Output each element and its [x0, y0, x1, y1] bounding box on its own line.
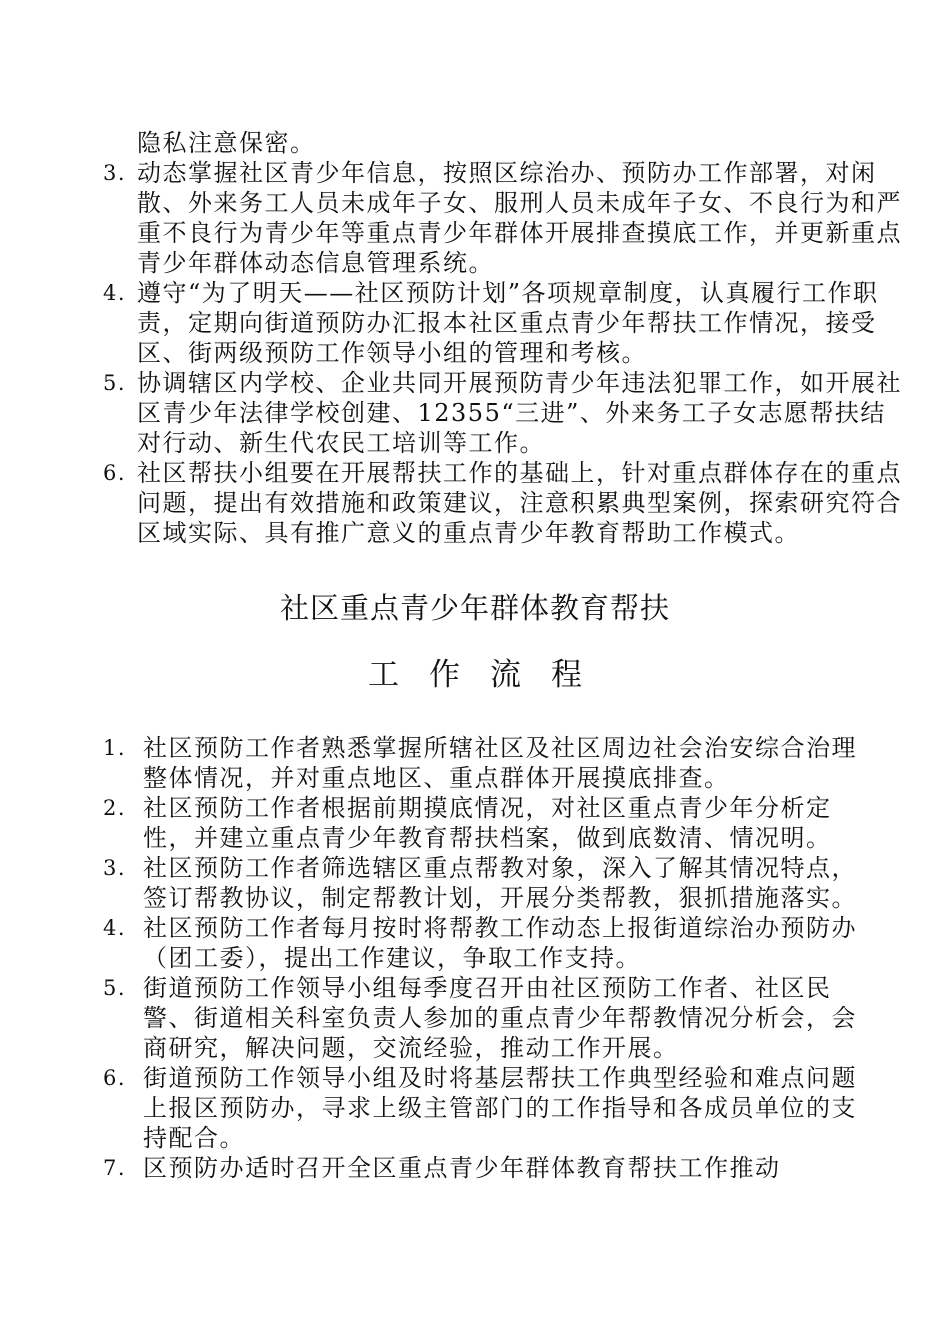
section-subtitle: 工作流程	[368, 657, 612, 693]
list-item	[103, 458, 903, 548]
item-number: 3.	[103, 161, 127, 185]
item-number: 6.	[103, 1066, 127, 1090]
list-item	[103, 973, 863, 1063]
item-number: 5.	[103, 371, 127, 395]
list-item	[103, 1063, 863, 1153]
list-item	[103, 1153, 863, 1183]
list-item	[103, 278, 903, 368]
list-item	[103, 368, 903, 458]
item-text: 社区预防工作者熟悉掌握所辖社区及社区周边社会治安综合治理整体情况，并对重点地区、重点群体开展摸底排查。	[143, 734, 857, 792]
item-text: 社区预防工作者筛选辖区重点帮教对象，深入了解其情况特点，签订帮教协议，制定帮教计划，开展分类帮教，狠抓措施落实。	[143, 854, 857, 912]
item-number: 2.	[103, 796, 127, 820]
duty-list	[103, 128, 903, 548]
item-number: 5.	[103, 976, 127, 1000]
list-item	[103, 733, 863, 793]
list-item	[103, 913, 863, 973]
item-number: 4.	[103, 916, 127, 940]
section-title: 社区重点青少年群体教育帮扶	[279, 591, 670, 625]
item-number: 6.	[103, 461, 127, 485]
item-text: 街道预防工作领导小组每季度召开由社区预防工作者、社区民警、街道相关科室负责人参加的重点青少年帮教情况分析会，会商研究，解决问题，交流经验，推动工作开展。	[143, 974, 857, 1062]
item-text: 区预防办适时召开全区重点青少年群体教育帮扶工作推动	[143, 1154, 781, 1182]
item-text: 社区帮扶小组要在开展帮扶工作的基础上，针对重点群体存在的重点问题，提出有效措施和政策建议，注意积累典型案例，探索研究符合区域实际、具有推广意义的重点青少年教育帮助工作模式。	[137, 459, 902, 547]
item-text: 社区预防工作者每月按时将帮教工作动态上报街道综治办预防办（团工委），提出工作建议，争取工作支持。	[143, 914, 857, 972]
list-item	[103, 853, 863, 913]
item-number: 4.	[103, 281, 127, 305]
continuation-text: 隐私注意保密。	[137, 129, 316, 157]
item-text: 动态掌握社区青少年信息，按照区综治办、预防办工作部署，对闲散、外来务工人员未成年子女、服刑人员未成年子女、不良行为和严重不良行为青少年等重点青少年群体开展排查摸底工作，并更新重点青少年群体动态信息管理系统。	[137, 159, 902, 277]
list-item	[103, 793, 863, 853]
item-text: 遵守“为了明天——社区预防计划”各项规章制度，认真履行工作职责，定期向街道预防办汇报本社区重点青少年帮扶工作情况，接受区、街两级预防工作领导小组的管理和考核。	[137, 279, 879, 367]
workflow-list	[103, 733, 863, 1183]
item-number: 7.	[103, 1156, 127, 1180]
item-number: 1.	[103, 736, 127, 760]
item-number: 3.	[103, 856, 127, 880]
list-item	[103, 158, 903, 278]
item-text: 街道预防工作领导小组及时将基层帮扶工作典型经验和难点问题上报区预防办，寻求上级主管部门的工作指导和各成员单位的支持配合。	[143, 1064, 857, 1152]
item-text: 协调辖区内学校、企业共同开展预防青少年违法犯罪工作，如开展社区青少年法律学校创建、12355“三进”、外来务工子女志愿帮扶结对行动、新生代农民工培训等工作。	[137, 369, 902, 457]
item-text: 社区预防工作者根据前期摸底情况，对社区重点青少年分析定性，并建立重点青少年教育帮扶档案，做到底数清、情况明。	[143, 794, 832, 852]
